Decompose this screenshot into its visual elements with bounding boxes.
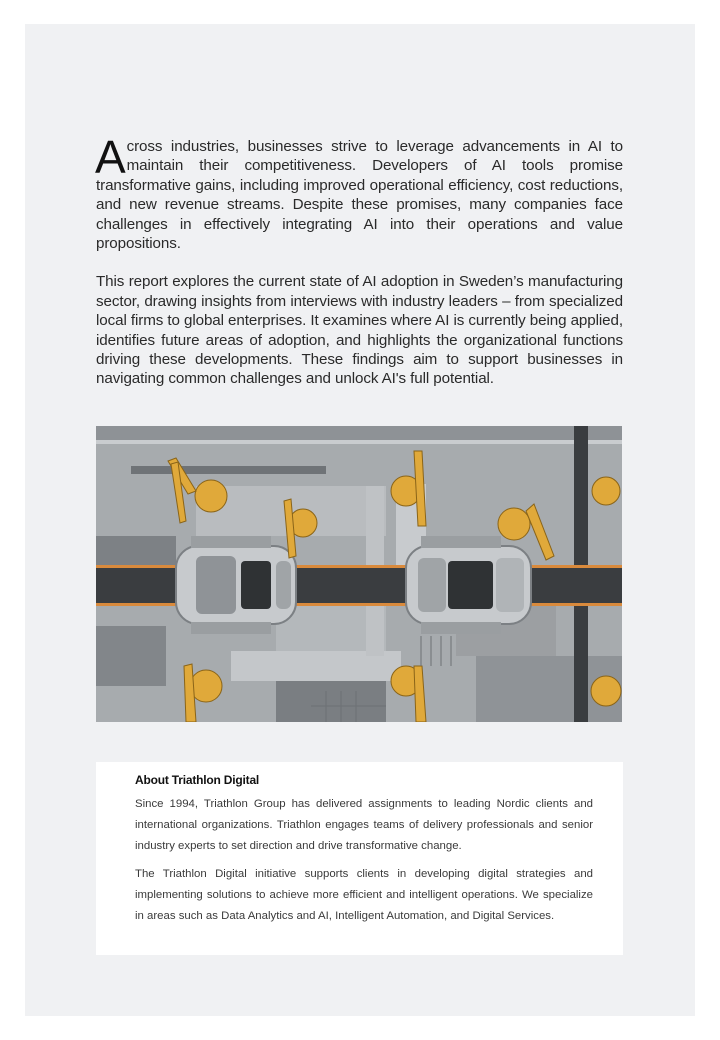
conveyor-belt xyxy=(96,566,622,604)
about-paragraph-1: Since 1994, Triathlon Group has delivered assignments to leading Nordic clients and international organizations. Triathlon engages teams of delivery professionals and senior industry experts to set direction and drive transformative change. xyxy=(135,798,593,852)
about-title: About Triathlon Digital xyxy=(135,773,260,787)
document-page xyxy=(25,24,695,1016)
factory-illustration xyxy=(96,426,622,722)
assembly-line-photo xyxy=(96,426,622,722)
about-body xyxy=(135,794,593,934)
intro-paragraph-2: This report explores the current state of AI adoption in Sweden’s manufacturing sector, drawing insights from interviews with industry leaders – from specialized local firms to global enterprises. It examines where AI is currently being applied, identifies future areas of adoption, and highlights the organizational functions driving these developments. These findings aim to support businesses in navigating common challenges and unlock AI's full potential. xyxy=(96,273,623,388)
about-paragraph-2: The Triathlon Digital initiative supports clients in developing digital strategies and implementing solutions to achieve more efficient and intelligent operations. We specialize in areas such as Data Analytics and AI, Intelligent Automation, and Digital Services. xyxy=(135,868,593,922)
about-box xyxy=(96,762,623,955)
intro-text xyxy=(95,131,623,408)
car-body-1 xyxy=(176,536,296,634)
intro-paragraph-1-text: cross industries, businesses strive to leverage advancements in AI to maintain their competitiveness. Developers of AI tools promise transformative gains, including improved operational efficiency, cost reductions, and new revenue streams. Despite these promises, many companies face challenges in effectively integrating AI into their operations and value propositions. xyxy=(96,138,623,253)
drop-cap: A xyxy=(95,131,126,183)
intro-paragraph-1 xyxy=(95,131,623,253)
car-body-2 xyxy=(406,536,531,634)
